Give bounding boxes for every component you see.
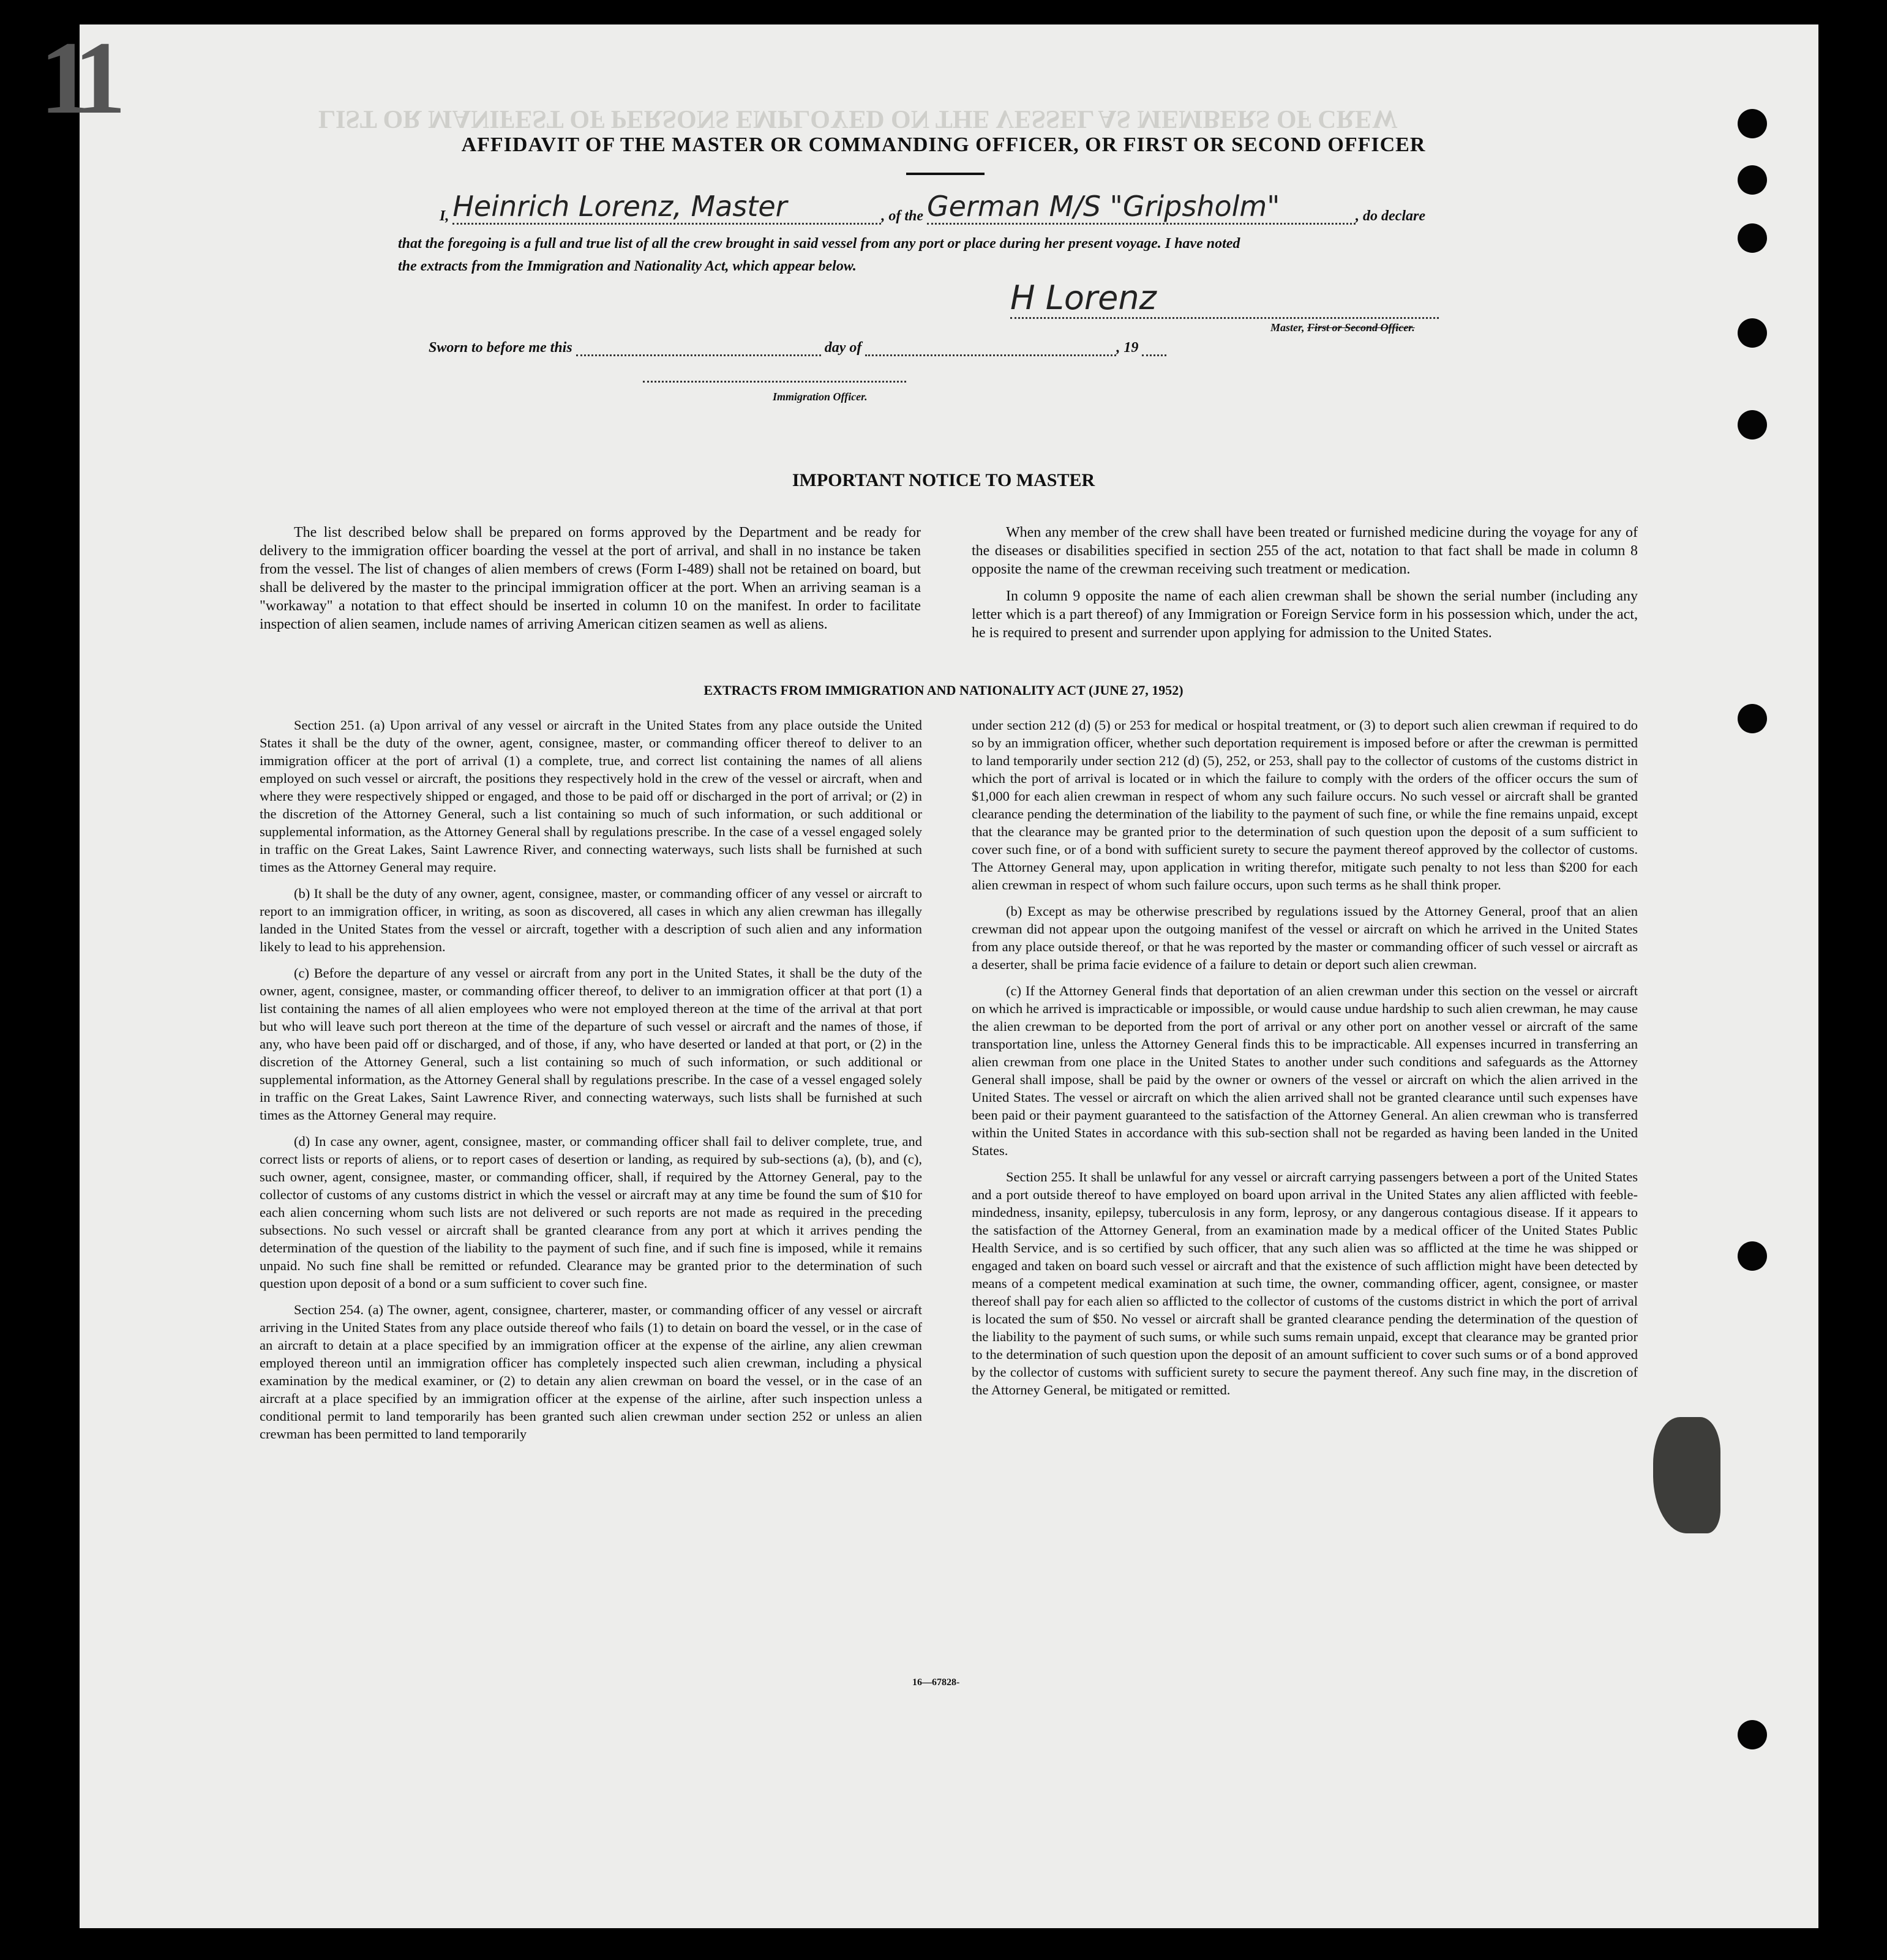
section-251-c: (c) Before the departure of any vessel or aircraft from any port in the United States, it shall be the duty of the owner, agent, consignee, master, or commanding officer thereof, to deliver to an immigration officer at that port (1) a list containing the names of all alien employees who were not employed thereon at the time of the arrival at that port but who will leave such port thereon at the time of the departure of such vessel or aircraft and the names of those, if any, who have been paid off or discharged, and of those, if any, who have deserted or landed at that port, or (2) in the discretion of the Attorney General, such a list containing so much of such information, or such additional or supplemental information, as the Attorney General shall by regulations prescribe. In the case of a vessel engaged solely in traffic on the Great Lakes, Saint Lawrence River, and connecting waterways, such lists shall be furnished at such times as the Attorney General may require. bbox=[260, 965, 922, 1123]
title-rule bbox=[906, 173, 985, 175]
form-code: 16—67828- bbox=[912, 1677, 960, 1688]
immigration-officer-label: Immigration Officer. bbox=[773, 391, 868, 403]
master-name: Heinrich Lorenz, Master bbox=[452, 190, 881, 225]
section-254-c: (c) If the Attorney General finds that deportation of an alien crewman under this section on the vessel or aircraft on which he arrived is impracticable or impossible, or would cause undue hardship to such alien crewman, he may cause the alien crewman to be deported from the port of arrival or any other port on another vessel or aircraft of the same transportation line, unless the Attorney General finds this to be impracticable. All expenses incurred in transferring an alien crewman from one place in the United States to another under such conditions and safeguards as the Attorney General shall impose, shall be paid by the owner or owners of the vessel or aircraft on which the alien arrived in the United States. The vessel or aircraft on which the alien arrived shall not be granted clearance until such expenses have been paid or their payment guaranteed to the satisfaction of the Attorney General. An alien crewman who is transferred within the United States in accordance with this sub-section shall not be regarded as having been landed in the United States. bbox=[972, 983, 1638, 1158]
section-254-a-cont: under section 212 (d) (5) or 253 for medical or hospital treatment, or (3) to deport such alien crewman if required to do so by an immigration officer, whether such deportation requirement is imposed before or after the crewman is permitted to land temporarily under section 212 (d) (5), 252, or 253, shall pay to the collector of customs of the customs district in which the port of arrival is located or in which the failure to comply with the orders of the officer occurs the sum of $1,000 for each alien crewman in respect of whom any such failure occurs. No such vessel or aircraft shall be granted clearance pending the determination of the liability to the payment of such fine, or while the fine remains unpaid, except that the clearance may be granted prior to the determination of such question upon the deposit of a sum sufficient to cover such fine, or of a bond with sufficient surety to secure the payment thereof approved by the collector of customs. The Attorney General may, upon application in writing therefor, mitigate such penalty to not less than $200 for each alien crewman in respect of whom such failure occurs, upon such terms as he shall think proper. bbox=[972, 717, 1638, 892]
master-signature: H Lorenz bbox=[1010, 279, 1439, 319]
punch-hole bbox=[1738, 165, 1767, 195]
sworn-line bbox=[429, 340, 1166, 356]
sworn-label: Sworn to before me this bbox=[429, 340, 572, 356]
sworn-day-blank bbox=[576, 354, 821, 356]
section-251-b: (b) It shall be the duty of any owner, agent, consignee, master, or commanding officer of any vessel or aircraft to report to an immigration officer, in writing, as soon as discovered, all cases in which any alien crewman has illegally landed in the United States from the vessel or aircraft, together with a description of such alien and any information likely to lead to his apprehension. bbox=[260, 886, 922, 954]
section-254-b: (b) Except as may be otherwise prescribed by regulations issued by the Attorney General, proof that an alien crewman did not appear upon the outgoing manifest of the vessel or aircraft on which he arrived in the United States from any place outside thereof, or that he was reported by the master or commanding officer of such vessel or aircraft as a deserter, shall be prima facie evidence of a failure to detain or deport such alien crewman. bbox=[972, 903, 1638, 972]
notice-title: IMPORTANT NOTICE TO MASTER bbox=[792, 470, 1095, 490]
declaration-line-1 bbox=[440, 190, 1425, 225]
notice-right-column bbox=[972, 523, 1638, 651]
signature-line bbox=[1010, 279, 1439, 319]
punch-hole bbox=[1738, 410, 1767, 440]
declaration-line-3: the extracts from the Immigration and Nationality Act, which appear below. bbox=[398, 258, 857, 274]
notice-right-text-2: In column 9 opposite the name of each alien crewman shall be shown the serial number (including any letter which is a part thereof) of any Immigration or Foreign Service form in his possession which, under the act, he is required to present and surrender upon applying for admission to the United States. bbox=[972, 588, 1638, 641]
declaration-line-2: that the foregoing is a full and true list of all the crew brought in said vessel from any port or place during her present voyage. I have noted bbox=[398, 236, 1240, 252]
extracts-title: EXTRACTS FROM IMMIGRATION AND NATIONALITY ACT (JUNE 27, 1952) bbox=[703, 683, 1184, 698]
section-254-a: Section 254. (a) The owner, agent, consignee, charterer, master, or commanding officer of any vessel or aircraft arriving in the United States from any place outside thereof who fails (1) to detain on board the vessel, or in the case of an aircraft to detain at a place specified by an immigration officer at the expense of the airline, any alien crewman employed thereon until an immigration officer has completely inspected such alien crewman, including a physical examination by the medical examiner, or (2) to detain any alien crewman on board the vessel, or in the case of an aircraft at a place specified by an immigration officer at the expense of the airline, after such inspection unless a conditional permit to land temporarily has been granted such alien crewman under section 252 or unless an alien crewman has been permitted to land temporarily bbox=[260, 1302, 922, 1442]
punch-hole bbox=[1738, 223, 1767, 253]
struck-officer-label: First or Second Officer. bbox=[1307, 321, 1415, 334]
officer-signature-blank bbox=[643, 381, 906, 383]
punch-hole bbox=[1738, 318, 1767, 348]
extracts-right-column bbox=[972, 716, 1638, 1407]
punch-hole bbox=[1738, 1241, 1767, 1271]
punch-hole bbox=[1738, 1720, 1767, 1749]
officer-signature-line bbox=[643, 366, 906, 383]
extracts-left-column bbox=[260, 716, 922, 1451]
of-the-label: , of the bbox=[881, 208, 924, 224]
vessel-name: German M/S "Gripsholm" bbox=[927, 190, 1356, 225]
day-of-label: day of bbox=[824, 340, 862, 356]
year-label: , 19 bbox=[1116, 340, 1139, 356]
i-label: I, bbox=[440, 208, 449, 224]
torn-paper-edge bbox=[1653, 1417, 1720, 1533]
do-declare-label: , do declare bbox=[1356, 208, 1425, 224]
section-251-d: (d) In case any owner, agent, consignee, master, or commanding officer shall fail to deliver complete, true, and correct lists or reports of aliens, or to report cases of desertion or landing, as required by sub-sections (a), (b), and (c), such owner, agent, consignee, master, or commanding officer, shall, if required by the Attorney General, pay to the collector of customs of any customs district in which the vessel or aircraft may at any time be found the sum of $10 for each alien concerning whom such lists are not delivered or such reports are not made as required in the preceding subsections. No such vessel or aircraft shall be granted clearance from any port at which it arrives pending the determination of the question of the liability to the payment of such fine, and if such fine is imposed, while it remains unpaid. No such fine shall be remitted or refunded. Clearance may be granted prior to the determination of such question upon deposit of a bond or a sum sufficient to cover such fine. bbox=[260, 1134, 922, 1291]
notice-left-column bbox=[260, 523, 921, 642]
punch-hole bbox=[1738, 704, 1767, 733]
master-title-label: Master, First or Second Officer. bbox=[1270, 321, 1415, 334]
month-blank bbox=[865, 354, 1116, 356]
section-251-a: Section 251. (a) Upon arrival of any vessel or aircraft in the United States from any place outside the United States it shall be the duty of the owner, agent, consignee, master, or commanding officer thereof to deliver to an immigration officer at the port of arrival (1) a complete, true, and correct list containing the names of all aliens employed on such vessel or aircraft, the positions they respectively hold in the crew of the vessel or aircraft, when and where they were respectively shipped or engaged, and those to be paid off or discharged in the port of arrival; or (2) in the discretion of the Attorney General, such a list containing so much of such information, or such additional or supplemental information, as the Attorney General shall by regulations prescribe. In the case of a vessel engaged solely in traffic on the Great Lakes, Saint Lawrence River, and connecting waterways, such lists shall be furnished at such times as the Attorney General may require. bbox=[260, 717, 922, 875]
page-number: 11 bbox=[40, 20, 114, 135]
notice-right-text-1: When any member of the crew shall have been treated or furnished medicine during the voyage for any of the diseases or disabilities specified in section 255 of the act, notation to that fact shall be made in column 8 opposite the name of the crewman receiving such treatment or medication. bbox=[972, 525, 1638, 577]
affidavit-title: AFFIDAVIT OF THE MASTER OR COMMANDING OFFICER, OR FIRST OR SECOND OFFICER bbox=[461, 133, 1426, 156]
section-255: Section 255. It shall be unlawful for any vessel or aircraft carrying passengers between a port of the United States and a port outside thereof to have employed on board upon arrival in the United States any alien afflicted with feeble-mindedness, insanity, epilepsy, tuberculosis in any form, leprosy, or any dangerous contagious disease. If it appears to the satisfaction of the Attorney General, from an examination made by a medical officer of the United States Public Health Service, and is so certified by such officer, that any such alien was so afflicted at the time he was shipped or engaged and taken on board such vessel or aircraft and that the existence of such affliction might have been detected by means of a competent medical examination at such time, the owner, commanding officer, agent, consignee, or master thereof shall pay for each alien so afflicted to the collector of customs of the customs district in which the port of arrival is located the sum of $50. No vessel or aircraft shall be granted clearance pending the determination of the question of the liability to the payment of such sums, or while such sums remain unpaid, except that clearance may be granted prior to the determination of such question upon the deposit of an amount sufficient to cover such sums or of a bond approved by the collector of customs with sufficient surety to secure the payment thereof. Any such fine may, in the discretion of the Attorney General, be mitigated or remitted. bbox=[972, 1169, 1638, 1397]
notice-left-text: The list described below shall be prepared on forms approved by the Department and be ready for delivery to the immigration officer boarding the vessel at the port of arrival, and shall in no instance be taken from the vessel. The list of changes of alien members of crews (Form I-489) shall not be retained on board, but shall be delivered by the master to the principal immigration officer at the port. When an arriving seaman is a "workaway" a notation to that effect should be inserted in column 10 on the manifest. In order to facilitate inspection of alien seamen, include names of arriving American citizen seamen as well as aliens. bbox=[260, 525, 921, 632]
bleed-through-heading: LIST OR MANIFEST OF PERSONS EMPLOYED ON THE VESSEL AS MEMBERS OF CREW bbox=[318, 105, 1398, 133]
year-blank bbox=[1142, 354, 1166, 356]
